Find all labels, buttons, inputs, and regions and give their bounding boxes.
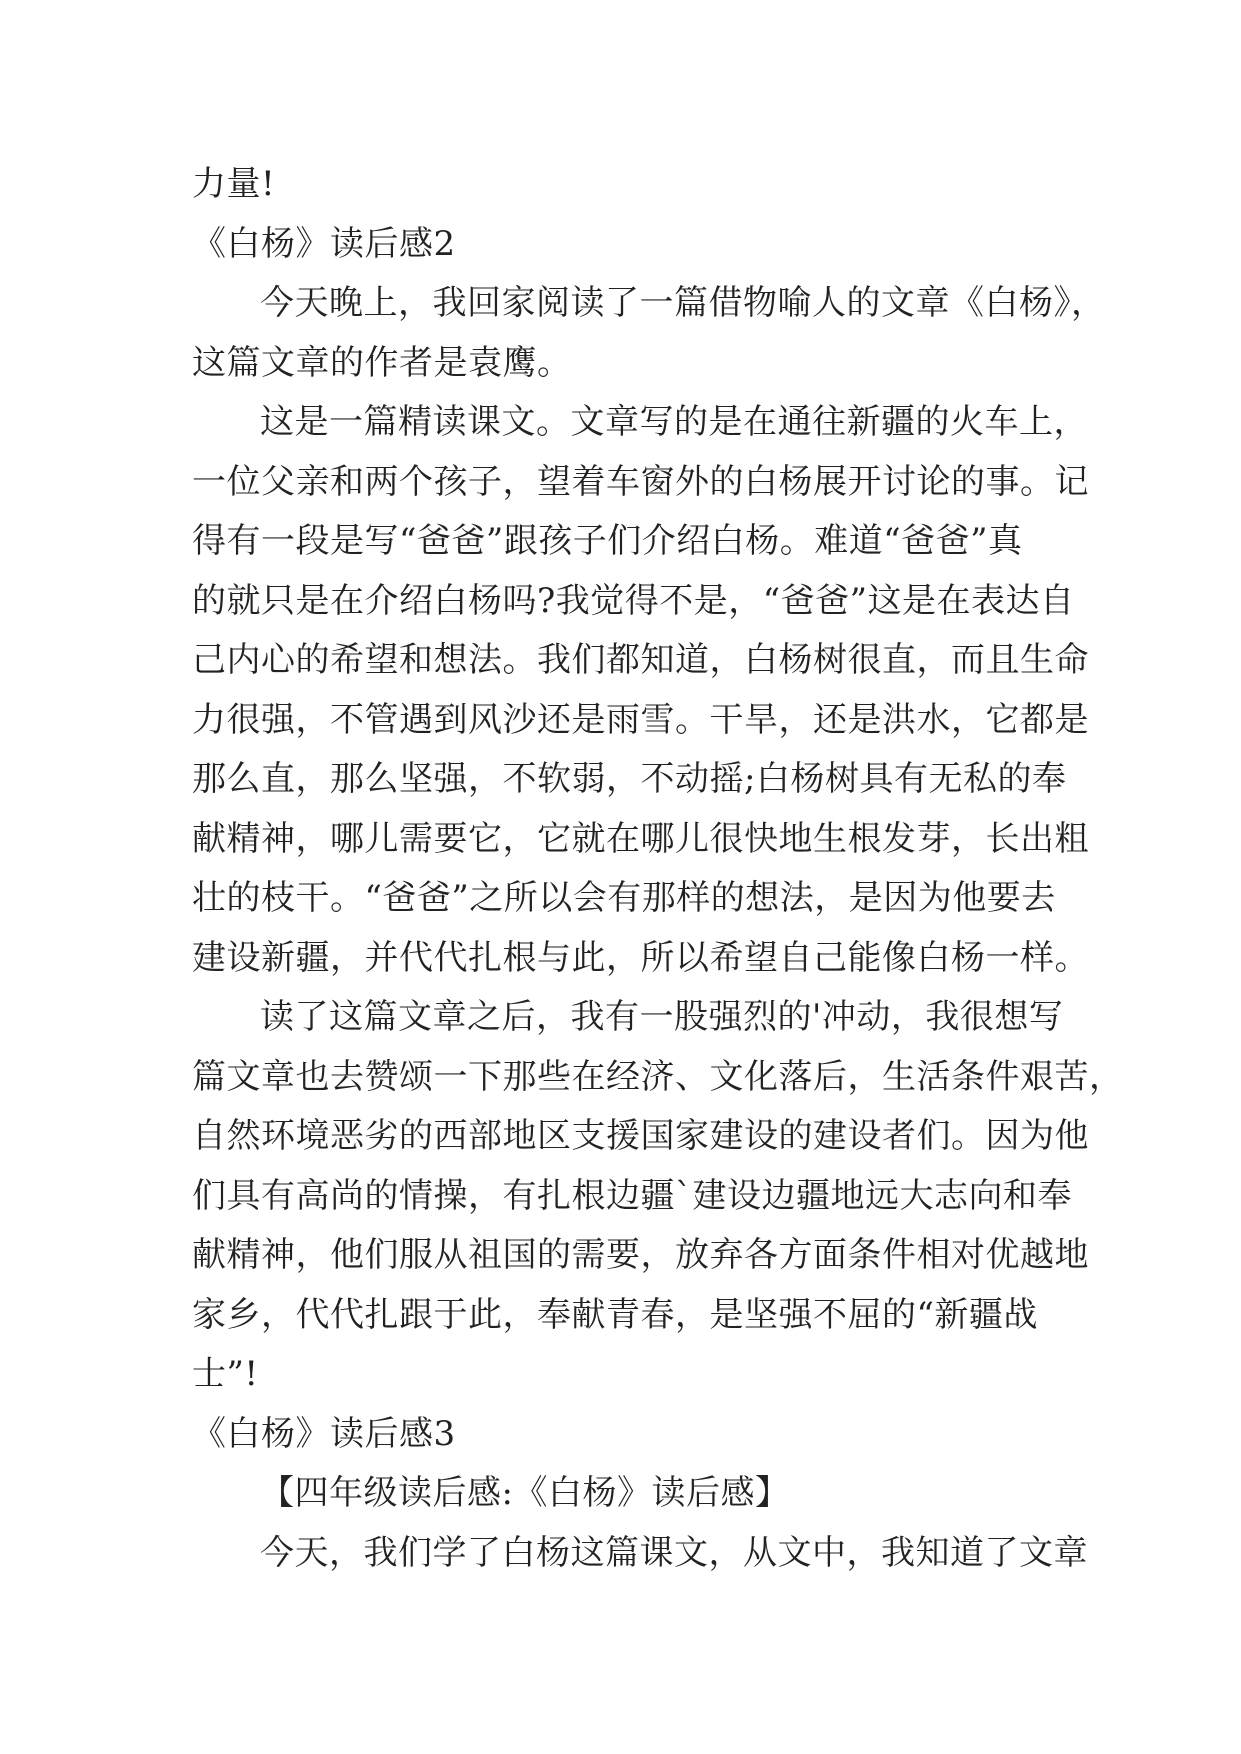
text-line: 得有一段是写“爸爸”跟孩子们介绍白杨。难道“爸爸”真 bbox=[192, 521, 1023, 561]
text-line: 士”! bbox=[192, 1354, 259, 1394]
text-line: 一位父亲和两个孩子，望着车窗外的白杨展开讨论的事。记 bbox=[192, 461, 1089, 502]
text-line: 家乡，代代扎跟于此，奉献青春，是坚强不屈的“新疆战 bbox=[192, 1294, 1038, 1335]
text-line: 献精神，他们服从祖国的需要，放弃各方面条件相对优越地 bbox=[192, 1235, 1089, 1275]
text-line: 自然环境恶劣的西部地区支援国家建设的建设者们。因为他 bbox=[192, 1116, 1089, 1156]
text-line: 壮的枝干。“爸爸”之所以会有那样的想法，是因为他要去 bbox=[192, 878, 1056, 918]
text-line: 这是一篇精读课文。文章写的是在通往新疆的火车上， bbox=[260, 402, 1088, 442]
text-line: 力量! bbox=[192, 164, 276, 204]
text-line: 献精神，哪儿需要它，它就在哪儿很快地生根发芽，长出粗 bbox=[192, 818, 1089, 859]
text-line: 建设新疆，并代代扎根与此，所以希望自己能像白杨一样。 bbox=[192, 937, 1089, 978]
text-line: 读了这篇文章之后，我有一股强烈的'冲动，我很想写 bbox=[260, 997, 1064, 1037]
text-line: 们具有高尚的情操，有扎根边疆`建设边疆地远大志向和奉 bbox=[192, 1175, 1072, 1216]
text-line: 力很强，不管遇到风沙还是雨雪。干旱，还是洪水，它都是 bbox=[192, 699, 1089, 740]
document-body bbox=[192, 155, 1124, 1583]
text-line: 这篇文章的作者是袁鹰。 bbox=[192, 342, 572, 383]
section-heading: 《白杨》读后感2 bbox=[192, 223, 456, 264]
text-line: 篇文章也去赞颂一下那些在经济、文化落后，生活条件艰苦， bbox=[192, 1056, 1124, 1097]
text-line: 今天，我们学了白杨这篇课文，从文中，我知道了文章 bbox=[260, 1532, 1088, 1573]
text-line: 今天晚上，我回家阅读了一篇借物喻人的文章《白杨》， bbox=[260, 283, 1106, 323]
text-line: 【四年级读后感:《白杨》读后感】 bbox=[260, 1473, 790, 1513]
text-line: 己内心的希望和想法。我们都知道，白杨树很直，而且生命 bbox=[192, 640, 1089, 680]
section-heading: 《白杨》读后感3 bbox=[192, 1413, 456, 1454]
text-line: 的就只是在介绍白杨吗?我觉得不是，“爸爸”这是在表达自 bbox=[192, 580, 1075, 621]
text-line: 那么直，那么坚强，不软弱，不动摇;白杨树具有无私的奉 bbox=[192, 759, 1067, 799]
